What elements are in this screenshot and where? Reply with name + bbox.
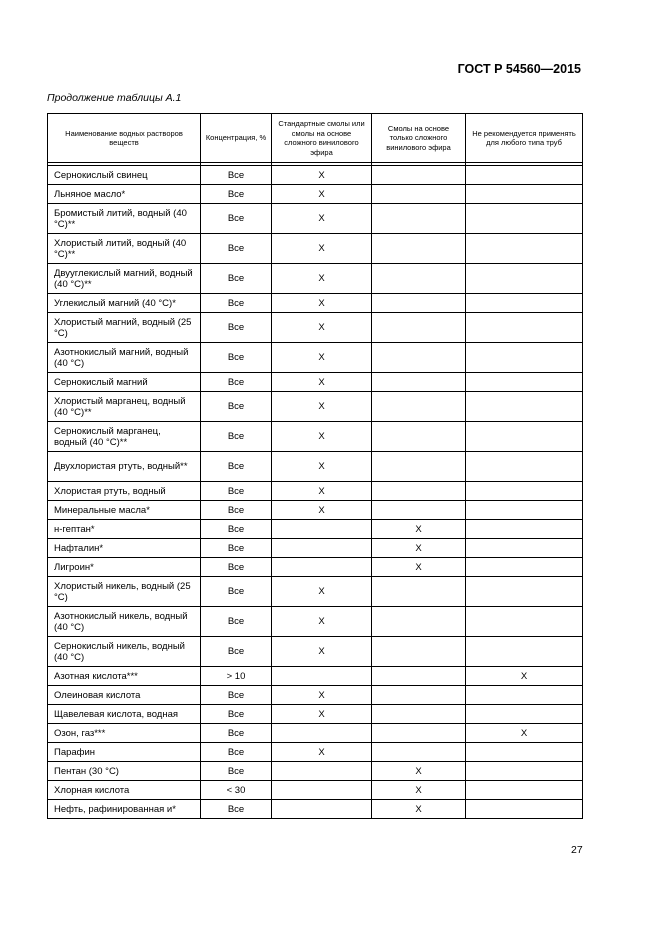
row-name: Нефть, рафинированная и* [48, 800, 201, 819]
column-header-name: Наименование водных растворов веществ [48, 114, 201, 163]
table-row [48, 724, 583, 743]
row-standard-mark: X [272, 501, 372, 520]
row-name: Олеиновая кислота [48, 686, 201, 705]
chemical-resistance-table [47, 113, 583, 819]
row-not-recommended-mark [466, 452, 583, 482]
row-not-recommended-mark [466, 520, 583, 539]
row-vinyl-mark [372, 743, 466, 762]
row-concentration: Все [201, 264, 272, 294]
row-concentration: Все [201, 762, 272, 781]
row-not-recommended-mark [466, 577, 583, 607]
row-vinyl-mark [372, 264, 466, 294]
row-standard-mark: X [272, 166, 372, 185]
row-name: Сернокислый магний [48, 373, 201, 392]
row-vinyl-mark [372, 234, 466, 264]
row-name: Азотнокислый магний, водный (40 °С) [48, 343, 201, 373]
row-vinyl-mark [372, 294, 466, 313]
row-concentration: Все [201, 313, 272, 343]
row-not-recommended-mark [466, 343, 583, 373]
row-standard-mark: X [272, 577, 372, 607]
row-standard-mark: X [272, 705, 372, 724]
row-not-recommended-mark [466, 234, 583, 264]
table-row [48, 234, 583, 264]
table-row [48, 422, 583, 452]
row-standard-mark: X [272, 422, 372, 452]
row-standard-mark [272, 520, 372, 539]
table-row [48, 313, 583, 343]
row-not-recommended-mark [466, 539, 583, 558]
row-not-recommended-mark [466, 637, 583, 667]
row-concentration: Все [201, 705, 272, 724]
table-row [48, 264, 583, 294]
row-name: Двухлористая ртуть, водный** [48, 452, 201, 482]
table-row [48, 743, 583, 762]
table-row [48, 185, 583, 204]
table-row [48, 607, 583, 637]
row-not-recommended-mark [466, 166, 583, 185]
row-name: Сернокислый марганец, водный (40 °С)** [48, 422, 201, 452]
row-concentration: Все [201, 166, 272, 185]
row-vinyl-mark [372, 705, 466, 724]
row-standard-mark [272, 667, 372, 686]
row-name: Хлористый магний, водный (25 °С) [48, 313, 201, 343]
row-concentration: Все [201, 452, 272, 482]
row-concentration: Все [201, 392, 272, 422]
table-row [48, 452, 583, 482]
row-vinyl-mark: X [372, 539, 466, 558]
row-not-recommended-mark [466, 743, 583, 762]
document-code: ГОСТ Р 54560—2015 [457, 62, 581, 76]
table-row [48, 166, 583, 185]
row-standard-mark [272, 724, 372, 743]
row-concentration: Все [201, 204, 272, 234]
row-name: Лигроин* [48, 558, 201, 577]
row-name: Пентан (30 °С) [48, 762, 201, 781]
table-body [48, 166, 583, 819]
row-standard-mark: X [272, 743, 372, 762]
row-concentration: Все [201, 686, 272, 705]
row-not-recommended-mark [466, 313, 583, 343]
row-concentration: Все [201, 520, 272, 539]
row-not-recommended-mark [466, 185, 583, 204]
row-vinyl-mark [372, 637, 466, 667]
row-concentration: Все [201, 607, 272, 637]
table-row [48, 204, 583, 234]
row-concentration: Все [201, 373, 272, 392]
row-vinyl-mark [372, 482, 466, 501]
row-concentration: Все [201, 482, 272, 501]
row-vinyl-mark [372, 392, 466, 422]
table-row [48, 637, 583, 667]
row-vinyl-mark [372, 185, 466, 204]
row-name: Сернокислый свинец [48, 166, 201, 185]
row-name: Льняное масло* [48, 185, 201, 204]
row-vinyl-mark [372, 607, 466, 637]
row-concentration: < 30 [201, 781, 272, 800]
row-name: Парафин [48, 743, 201, 762]
row-name: Хлористый литий, водный (40 °С)** [48, 234, 201, 264]
row-concentration: Все [201, 577, 272, 607]
row-standard-mark: X [272, 686, 372, 705]
table-row [48, 501, 583, 520]
row-not-recommended-mark [466, 204, 583, 234]
row-vinyl-mark [372, 422, 466, 452]
table-row [48, 800, 583, 819]
row-concentration: Все [201, 185, 272, 204]
row-standard-mark: X [272, 264, 372, 294]
row-name: Щавелевая кислота, водная [48, 705, 201, 724]
table-row [48, 705, 583, 724]
row-concentration: Все [201, 800, 272, 819]
table-row [48, 781, 583, 800]
row-name: Хлористая ртуть, водный [48, 482, 201, 501]
row-name: Сернокислый никель, водный (40 °С) [48, 637, 201, 667]
row-name: Углекислый магний (40 °С)* [48, 294, 201, 313]
table-row [48, 686, 583, 705]
table-row [48, 343, 583, 373]
row-standard-mark: X [272, 637, 372, 667]
row-vinyl-mark [372, 452, 466, 482]
row-name: Хлорная кислота [48, 781, 201, 800]
table-row [48, 294, 583, 313]
table-row [48, 577, 583, 607]
row-name: Азотная кислота*** [48, 667, 201, 686]
row-vinyl-mark [372, 501, 466, 520]
table-row [48, 539, 583, 558]
row-vinyl-mark [372, 686, 466, 705]
row-concentration: Все [201, 539, 272, 558]
row-standard-mark [272, 539, 372, 558]
column-header-standard-resins: Стандартные смолы или смолы на основе сложного винилового эфира [272, 114, 372, 163]
row-not-recommended-mark [466, 705, 583, 724]
row-standard-mark: X [272, 204, 372, 234]
row-standard-mark: X [272, 294, 372, 313]
row-name: Азотнокислый никель, водный (40 °С) [48, 607, 201, 637]
row-not-recommended-mark: X [466, 724, 583, 743]
table-row [48, 667, 583, 686]
row-not-recommended-mark [466, 392, 583, 422]
row-not-recommended-mark [466, 686, 583, 705]
row-vinyl-mark [372, 667, 466, 686]
row-not-recommended-mark: X [466, 667, 583, 686]
table-row [48, 762, 583, 781]
row-not-recommended-mark [466, 762, 583, 781]
row-standard-mark: X [272, 482, 372, 501]
row-name: Хлористый марганец, водный (40 °С)** [48, 392, 201, 422]
row-not-recommended-mark [466, 781, 583, 800]
page-number: 27 [571, 844, 583, 856]
row-name: Бромистый литий, водный (40 °С)** [48, 204, 201, 234]
row-not-recommended-mark [466, 607, 583, 637]
column-header-vinyl-resins: Смолы на основе только сложного винилового эфира [372, 114, 466, 163]
row-standard-mark [272, 762, 372, 781]
row-vinyl-mark [372, 724, 466, 743]
row-concentration: Все [201, 743, 272, 762]
row-concentration: Все [201, 501, 272, 520]
table-row [48, 482, 583, 501]
row-name: Озон, газ*** [48, 724, 201, 743]
column-header-not-recommended: Не рекомендуется применять для любого типа труб [466, 114, 583, 163]
row-concentration: Все [201, 294, 272, 313]
row-standard-mark [272, 781, 372, 800]
table-row [48, 392, 583, 422]
row-concentration: Все [201, 558, 272, 577]
row-vinyl-mark [372, 204, 466, 234]
row-standard-mark: X [272, 392, 372, 422]
column-header-concentration: Концентрация, % [201, 114, 272, 163]
row-standard-mark [272, 558, 372, 577]
row-not-recommended-mark [466, 558, 583, 577]
row-name: Хлористый никель, водный (25 °С) [48, 577, 201, 607]
row-concentration: Все [201, 637, 272, 667]
row-not-recommended-mark [466, 501, 583, 520]
row-concentration: Все [201, 422, 272, 452]
table-row [48, 558, 583, 577]
row-vinyl-mark [372, 577, 466, 607]
table-caption: Продолжение таблицы А.1 [47, 92, 182, 104]
row-name: Нафталин* [48, 539, 201, 558]
row-not-recommended-mark [466, 482, 583, 501]
row-name: Минеральные масла* [48, 501, 201, 520]
row-standard-mark: X [272, 234, 372, 264]
row-vinyl-mark: X [372, 800, 466, 819]
row-standard-mark: X [272, 607, 372, 637]
row-standard-mark: X [272, 373, 372, 392]
row-name: н-гептан* [48, 520, 201, 539]
row-standard-mark: X [272, 185, 372, 204]
row-vinyl-mark: X [372, 762, 466, 781]
table-row [48, 373, 583, 392]
row-concentration: Все [201, 343, 272, 373]
row-vinyl-mark: X [372, 781, 466, 800]
row-concentration: Все [201, 234, 272, 264]
row-not-recommended-mark [466, 294, 583, 313]
row-standard-mark: X [272, 452, 372, 482]
row-standard-mark [272, 800, 372, 819]
row-concentration: Все [201, 724, 272, 743]
row-standard-mark: X [272, 313, 372, 343]
row-not-recommended-mark [466, 373, 583, 392]
row-vinyl-mark [372, 343, 466, 373]
row-not-recommended-mark [466, 422, 583, 452]
table-row [48, 520, 583, 539]
row-vinyl-mark [372, 313, 466, 343]
row-standard-mark: X [272, 343, 372, 373]
row-vinyl-mark [372, 166, 466, 185]
row-vinyl-mark [372, 373, 466, 392]
row-concentration: > 10 [201, 667, 272, 686]
row-vinyl-mark: X [372, 558, 466, 577]
row-not-recommended-mark [466, 800, 583, 819]
row-name: Двууглекислый магний, водный (40 °С)** [48, 264, 201, 294]
row-vinyl-mark: X [372, 520, 466, 539]
row-not-recommended-mark [466, 264, 583, 294]
